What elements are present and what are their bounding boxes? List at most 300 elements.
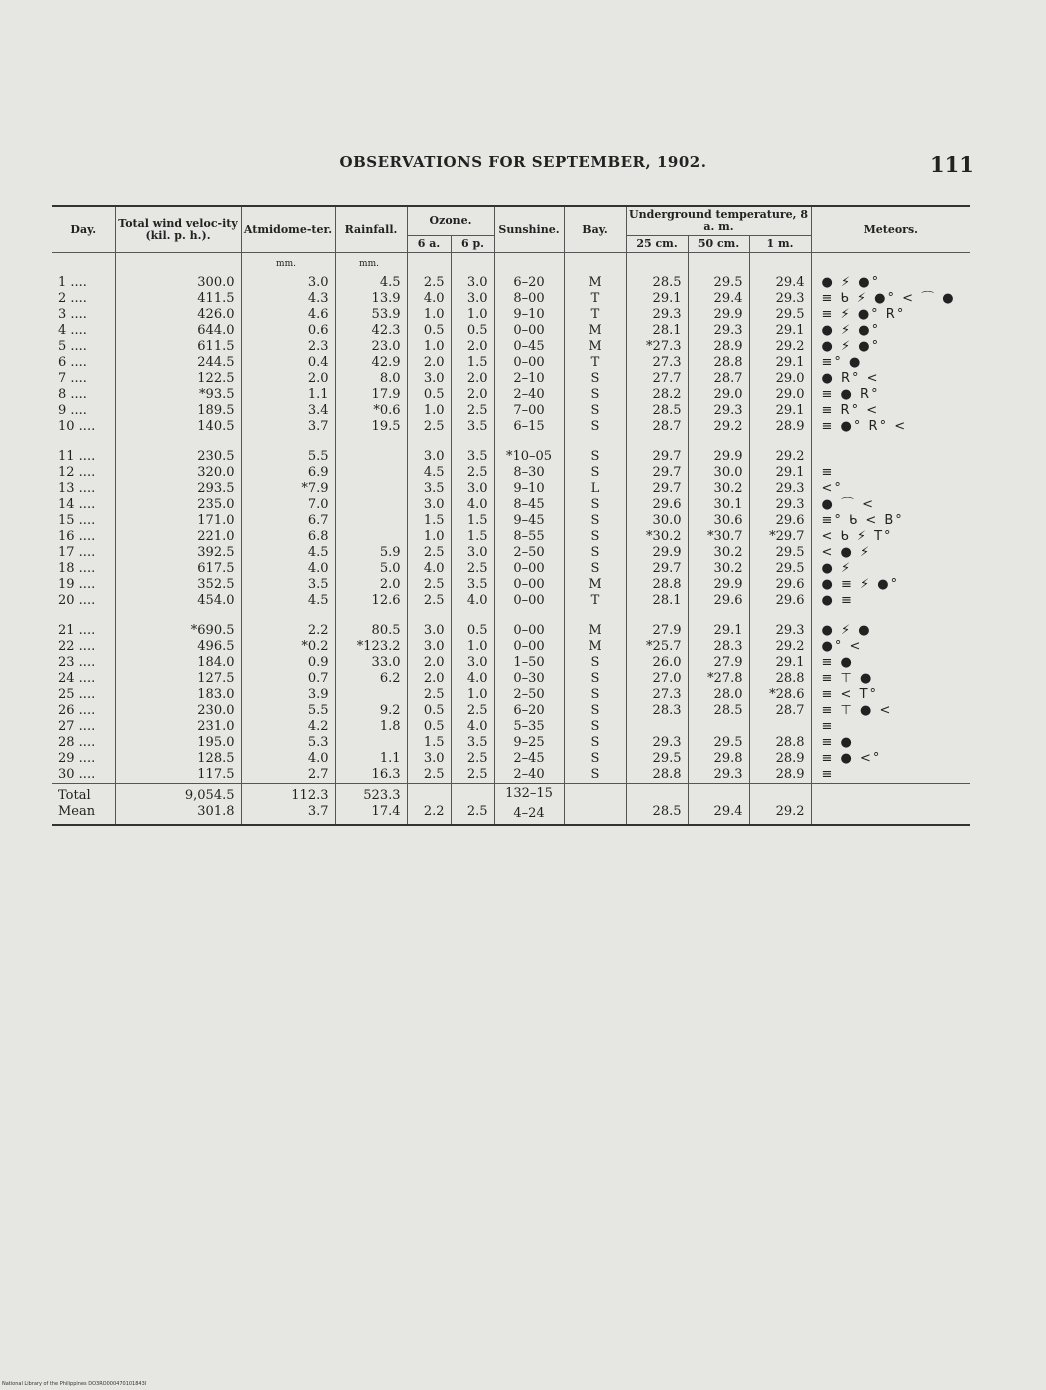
cell-underground-50cm: 28.3 [688,639,749,655]
cell-bay: S [564,419,626,435]
cell-meteors: ● ⌒ < [821,497,876,512]
cell-bay: S [564,449,626,465]
cell-underground-50cm: 29.9 [688,307,749,323]
cell-sunshine: 8–30 [494,465,564,481]
table-row [52,275,970,291]
header-wind: Total wind veloc-ity (kil. p. h.). [115,206,241,253]
header-sunshine: Sunshine. [494,206,564,253]
total-atmidometer: 112.3 [241,784,335,805]
cell-ozone-6p: 2.0 [451,339,494,355]
cell-underground-1m: 29.3 [749,623,811,639]
cell-ozone-6p: 3.0 [451,481,494,497]
mean-row [52,804,970,825]
cell-ozone-6p: 4.0 [451,719,494,735]
total-row [52,784,970,805]
header-underground: Underground temperature, 8 a. m. [626,206,811,236]
cell-ozone-6a: 1.0 [407,307,451,323]
table-row [52,671,970,687]
cell-underground-1m: 28.8 [749,671,811,687]
cell-atmidometer: 4.6 [241,307,335,323]
table-row [52,719,970,735]
table-row [52,497,970,513]
table-row [52,767,970,784]
cell-wind: 183.0 [115,687,241,703]
cell-bay: S [564,735,626,751]
cell-sunshine: 7–00 [494,403,564,419]
cell-ozone-6a: 1.5 [407,513,451,529]
cell-underground-25cm: 28.2 [626,387,688,403]
cell-wind: 454.0 [115,593,241,609]
cell-sunshine: 2–50 [494,545,564,561]
cell-meteors: ● ⚡ ● [821,623,872,638]
unit-atmidometer: mm. [241,253,335,276]
cell-atmidometer: 0.4 [241,355,335,371]
cell-underground-50cm: 29.5 [688,735,749,751]
cell-sunshine: 6–15 [494,419,564,435]
cell-wind: 122.5 [115,371,241,387]
cell-wind: 320.0 [115,465,241,481]
cell-rainfall: 19.5 [335,419,407,435]
cell-ozone-6a: 2.0 [407,355,451,371]
cell-underground-1m: 29.3 [749,291,811,307]
table-row [52,371,970,387]
mean-atmidometer: 3.7 [241,804,335,825]
cell-underground-25cm: 29.5 [626,751,688,767]
cell-wind: 117.5 [115,767,241,784]
cell-ozone-6a: 1.5 [407,735,451,751]
cell-sunshine: 9–10 [494,307,564,323]
cell-day: 24 .... [52,671,115,687]
cell-day: 10 .... [52,419,115,435]
cell-rainfall [335,481,407,497]
cell-day: 22 .... [52,639,115,655]
cell-atmidometer: 2.2 [241,623,335,639]
cell-underground-1m: 29.1 [749,655,811,671]
cell-meteors: < ● ⚡ [821,545,872,560]
table-row [52,561,970,577]
table-row [52,403,970,419]
cell-meteors: ≡ ⊤ ● [821,671,874,686]
cell-underground-25cm: 28.5 [626,403,688,419]
cell-underground-25cm: 29.3 [626,735,688,751]
cell-underground-25cm: 29.6 [626,497,688,513]
cell-atmidometer: 3.0 [241,275,335,291]
cell-ozone-6a: 2.5 [407,545,451,561]
cell-rainfall [335,465,407,481]
footer-credit: National Library of the Philippines DO3RO000470101843I [2,1381,147,1387]
mean-wind: 301.8 [115,804,241,825]
cell-bay: S [564,767,626,784]
cell-atmidometer: 4.0 [241,751,335,767]
cell-underground-25cm: 27.0 [626,671,688,687]
cell-bay: M [564,323,626,339]
cell-underground-1m: 28.9 [749,751,811,767]
cell-day: 4 .... [52,323,115,339]
cell-bay: S [564,513,626,529]
cell-rainfall: 5.9 [335,545,407,561]
cell-bay: S [564,403,626,419]
header-underground-1m: 1 m. [749,236,811,253]
cell-day: 20 .... [52,593,115,609]
cell-sunshine: 1–50 [494,655,564,671]
total-rainfall: 523.3 [335,784,407,805]
cell-underground-1m: 28.9 [749,767,811,784]
cell-ozone-6p: 4.0 [451,497,494,513]
cell-rainfall: 16.3 [335,767,407,784]
cell-underground-1m: 29.1 [749,403,811,419]
cell-ozone-6p: 3.5 [451,577,494,593]
cell-day: 26 .... [52,703,115,719]
cell-underground-25cm: 29.7 [626,465,688,481]
cell-ozone-6p: 3.0 [451,545,494,561]
cell-bay: L [564,481,626,497]
cell-underground-25cm: 29.3 [626,307,688,323]
table-row [52,639,970,655]
cell-ozone-6p: 4.0 [451,671,494,687]
cell-day: 29 .... [52,751,115,767]
cell-day: 11 .... [52,449,115,465]
cell-atmidometer: 4.5 [241,593,335,609]
cell-meteors: ●° < [821,639,863,654]
cell-wind: 128.5 [115,751,241,767]
cell-rainfall: 6.2 [335,671,407,687]
mean-sunshine: 4–24 [494,804,564,825]
cell-meteors: ≡ ● <° [821,751,882,766]
cell-wind: 293.5 [115,481,241,497]
cell-atmidometer: 6.9 [241,465,335,481]
cell-sunshine: 6–20 [494,275,564,291]
cell-underground-25cm: 26.0 [626,655,688,671]
cell-ozone-6a: 1.0 [407,403,451,419]
mean-underground-25cm: 28.5 [626,804,688,825]
cell-underground-1m: 29.5 [749,307,811,323]
cell-rainfall: 5.0 [335,561,407,577]
cell-rainfall: 53.9 [335,307,407,323]
table-body [52,253,970,784]
cell-rainfall: 2.0 [335,577,407,593]
table-summary [52,784,970,826]
table-row [52,387,970,403]
cell-wind: 184.0 [115,655,241,671]
cell-day: 12 .... [52,465,115,481]
cell-ozone-6a: 1.0 [407,529,451,545]
cell-ozone-6p: 2.5 [451,703,494,719]
observations-table [52,205,970,826]
cell-day: 8 .... [52,387,115,403]
cell-atmidometer: 6.8 [241,529,335,545]
cell-wind: 230.0 [115,703,241,719]
cell-bay: S [564,671,626,687]
cell-atmidometer: 4.2 [241,719,335,735]
table-row [52,291,970,307]
header-ozone: Ozone. [407,206,494,236]
table-row [52,735,970,751]
cell-ozone-6a: 0.5 [407,387,451,403]
cell-underground-1m: 29.3 [749,481,811,497]
cell-rainfall: 1.8 [335,719,407,735]
cell-sunshine: 2–40 [494,387,564,403]
cell-underground-50cm: 28.9 [688,339,749,355]
cell-underground-50cm: 30.1 [688,497,749,513]
cell-bay: S [564,465,626,481]
cell-underground-1m: 29.1 [749,465,811,481]
cell-underground-25cm: 30.0 [626,513,688,529]
cell-ozone-6a: 3.0 [407,639,451,655]
page-number: 111 [930,152,974,177]
table-row [52,355,970,371]
cell-atmidometer: 0.7 [241,671,335,687]
cell-rainfall: 42.9 [335,355,407,371]
cell-wind: 617.5 [115,561,241,577]
cell-underground-25cm: *27.3 [626,339,688,355]
cell-meteors: < ᑲ ⚡ T° [821,529,893,544]
cell-day: 25 .... [52,687,115,703]
cell-meteors: ≡° ● [821,355,863,370]
cell-atmidometer: 0.9 [241,655,335,671]
cell-underground-1m: 29.1 [749,323,811,339]
cell-atmidometer: 3.9 [241,687,335,703]
cell-bay: M [564,275,626,291]
header-day: Day. [52,206,115,253]
cell-sunshine: *10–05 [494,449,564,465]
cell-sunshine: 0–00 [494,577,564,593]
cell-sunshine: 2–50 [494,687,564,703]
cell-underground-50cm: 30.0 [688,465,749,481]
cell-underground-25cm: 28.3 [626,703,688,719]
cell-day: 19 .... [52,577,115,593]
cell-underground-50cm: 29.0 [688,387,749,403]
cell-atmidometer: 3.4 [241,403,335,419]
cell-atmidometer: 2.7 [241,767,335,784]
cell-underground-50cm: 28.7 [688,371,749,387]
cell-underground-25cm: 28.5 [626,275,688,291]
cell-underground-50cm: *27.8 [688,671,749,687]
cell-ozone-6p: 0.5 [451,623,494,639]
cell-day: 18 .... [52,561,115,577]
cell-meteors: ≡ ● [821,735,854,750]
cell-underground-50cm [688,719,749,735]
cell-rainfall [335,687,407,703]
cell-ozone-6a: 2.0 [407,655,451,671]
cell-underground-50cm: 29.4 [688,291,749,307]
cell-rainfall [335,449,407,465]
cell-meteors: ≡ ● R° [821,387,880,402]
cell-underground-1m: 29.2 [749,639,811,655]
cell-ozone-6a: 3.0 [407,371,451,387]
cell-underground-25cm: 29.1 [626,291,688,307]
cell-underground-1m: *29.7 [749,529,811,545]
cell-bay: M [564,339,626,355]
cell-atmidometer: 5.5 [241,449,335,465]
cell-underground-25cm [626,719,688,735]
cell-day: 2 .... [52,291,115,307]
cell-underground-50cm: 28.0 [688,687,749,703]
cell-atmidometer: 3.5 [241,577,335,593]
mean-ozone-6a: 2.2 [407,804,451,825]
header-underground-50cm: 50 cm. [688,236,749,253]
cell-ozone-6p: 1.5 [451,529,494,545]
cell-bay: S [564,751,626,767]
cell-underground-25cm: 27.3 [626,355,688,371]
cell-underground-1m: 29.2 [749,339,811,355]
table-row [52,339,970,355]
cell-ozone-6a: 2.5 [407,767,451,784]
mean-underground-1m: 29.2 [749,804,811,825]
cell-rainfall: 1.1 [335,751,407,767]
cell-wind: 411.5 [115,291,241,307]
cell-ozone-6a: 4.0 [407,291,451,307]
cell-day: 9 .... [52,403,115,419]
cell-ozone-6p: 3.5 [451,735,494,751]
cell-underground-50cm: 29.5 [688,275,749,291]
mean-label: Mean [52,804,115,825]
cell-sunshine: 0–30 [494,671,564,687]
cell-ozone-6a: 3.0 [407,751,451,767]
cell-wind: 426.0 [115,307,241,323]
cell-underground-1m: 28.7 [749,703,811,719]
cell-ozone-6a: 0.5 [407,703,451,719]
cell-ozone-6p: 2.5 [451,767,494,784]
cell-ozone-6p: 2.5 [451,751,494,767]
cell-underground-25cm: 29.7 [626,481,688,497]
cell-day: 6 .... [52,355,115,371]
cell-bay: S [564,687,626,703]
cell-meteors: ≡ [821,465,835,480]
table-row [52,481,970,497]
header-ozone-6p: 6 p. [451,236,494,253]
cell-rainfall: 12.6 [335,593,407,609]
table-row [52,545,970,561]
cell-ozone-6p: 0.5 [451,323,494,339]
cell-meteors: ● ⚡ ●° [821,275,881,290]
cell-sunshine: 9–25 [494,735,564,751]
table-row [52,307,970,323]
cell-wind: 171.0 [115,513,241,529]
cell-rainfall: 23.0 [335,339,407,355]
cell-underground-1m: 29.3 [749,497,811,513]
cell-underground-50cm: 28.8 [688,355,749,371]
cell-underground-50cm: 29.9 [688,449,749,465]
cell-underground-1m: 29.6 [749,593,811,609]
cell-wind: 127.5 [115,671,241,687]
cell-ozone-6p: 3.5 [451,419,494,435]
cell-bay: S [564,497,626,513]
table-row [52,687,970,703]
cell-ozone-6a: 2.5 [407,419,451,435]
cell-ozone-6p: 2.5 [451,465,494,481]
cell-rainfall: 8.0 [335,371,407,387]
cell-underground-25cm: 28.1 [626,593,688,609]
cell-underground-50cm: *30.7 [688,529,749,545]
cell-underground-25cm: *25.7 [626,639,688,655]
cell-underground-50cm: 30.6 [688,513,749,529]
cell-day: 5 .... [52,339,115,355]
cell-ozone-6a: 3.0 [407,623,451,639]
cell-bay: T [564,291,626,307]
cell-meteors: ≡ [821,719,835,734]
cell-meteors: ≡ < T° [821,687,879,702]
cell-wind: 496.5 [115,639,241,655]
cell-underground-25cm: *30.2 [626,529,688,545]
cell-ozone-6p: 1.5 [451,355,494,371]
cell-meteors: ≡° ᑲ < B° [821,513,904,528]
cell-day: 15 .... [52,513,115,529]
cell-underground-1m: 29.4 [749,275,811,291]
cell-atmidometer: 2.3 [241,339,335,355]
cell-wind: *93.5 [115,387,241,403]
cell-bay: S [564,545,626,561]
cell-wind: 140.5 [115,419,241,435]
table-row [52,323,970,339]
cell-ozone-6p: 2.5 [451,403,494,419]
cell-bay: S [564,529,626,545]
cell-bay: S [564,561,626,577]
cell-underground-1m: 29.6 [749,513,811,529]
cell-bay: T [564,355,626,371]
cell-underground-1m: 29.0 [749,371,811,387]
cell-bay: S [564,371,626,387]
units-row [52,253,970,276]
cell-bay: M [564,577,626,593]
table-row [52,465,970,481]
cell-rainfall [335,497,407,513]
cell-underground-1m: *28.6 [749,687,811,703]
cell-day: 30 .... [52,767,115,784]
cell-ozone-6p: 2.5 [451,561,494,577]
cell-ozone-6a: 3.0 [407,449,451,465]
row-gap [52,435,970,449]
header-atmidometer: Atmidome-ter. [241,206,335,253]
cell-underground-25cm: 29.7 [626,449,688,465]
table-row [52,593,970,609]
cell-rainfall [335,529,407,545]
cell-underground-50cm: 29.3 [688,323,749,339]
cell-ozone-6a: 3.0 [407,497,451,513]
cell-underground-50cm: 29.3 [688,403,749,419]
cell-ozone-6a: 0.5 [407,323,451,339]
cell-meteors: ≡ ⊤ ● < [821,703,893,718]
cell-rainfall: 4.5 [335,275,407,291]
header-ozone-6a: 6 a. [407,236,451,253]
table-row [52,623,970,639]
unit-rainfall: mm. [335,253,407,276]
cell-sunshine: 5–35 [494,719,564,735]
header-bay: Bay. [564,206,626,253]
cell-wind: 231.0 [115,719,241,735]
cell-day: 3 .... [52,307,115,323]
cell-sunshine: 0–00 [494,623,564,639]
cell-atmidometer: 5.5 [241,703,335,719]
cell-underground-25cm: 27.3 [626,687,688,703]
cell-sunshine: 0–00 [494,561,564,577]
cell-wind: 195.0 [115,735,241,751]
cell-ozone-6p: 3.5 [451,449,494,465]
cell-ozone-6p: 2.0 [451,387,494,403]
header-underground-25cm: 25 cm. [626,236,688,253]
cell-underground-25cm: 28.8 [626,767,688,784]
cell-ozone-6p: 1.0 [451,639,494,655]
cell-meteors: <° [821,481,843,496]
cell-sunshine: 8–00 [494,291,564,307]
cell-ozone-6p: 1.0 [451,307,494,323]
cell-underground-1m: 29.5 [749,561,811,577]
cell-meteors: ≡ ●° R° < [821,419,908,434]
cell-ozone-6p: 3.0 [451,655,494,671]
cell-sunshine: 2–45 [494,751,564,767]
cell-underground-50cm: 29.6 [688,593,749,609]
table-row [52,419,970,435]
cell-ozone-6p: 3.0 [451,291,494,307]
